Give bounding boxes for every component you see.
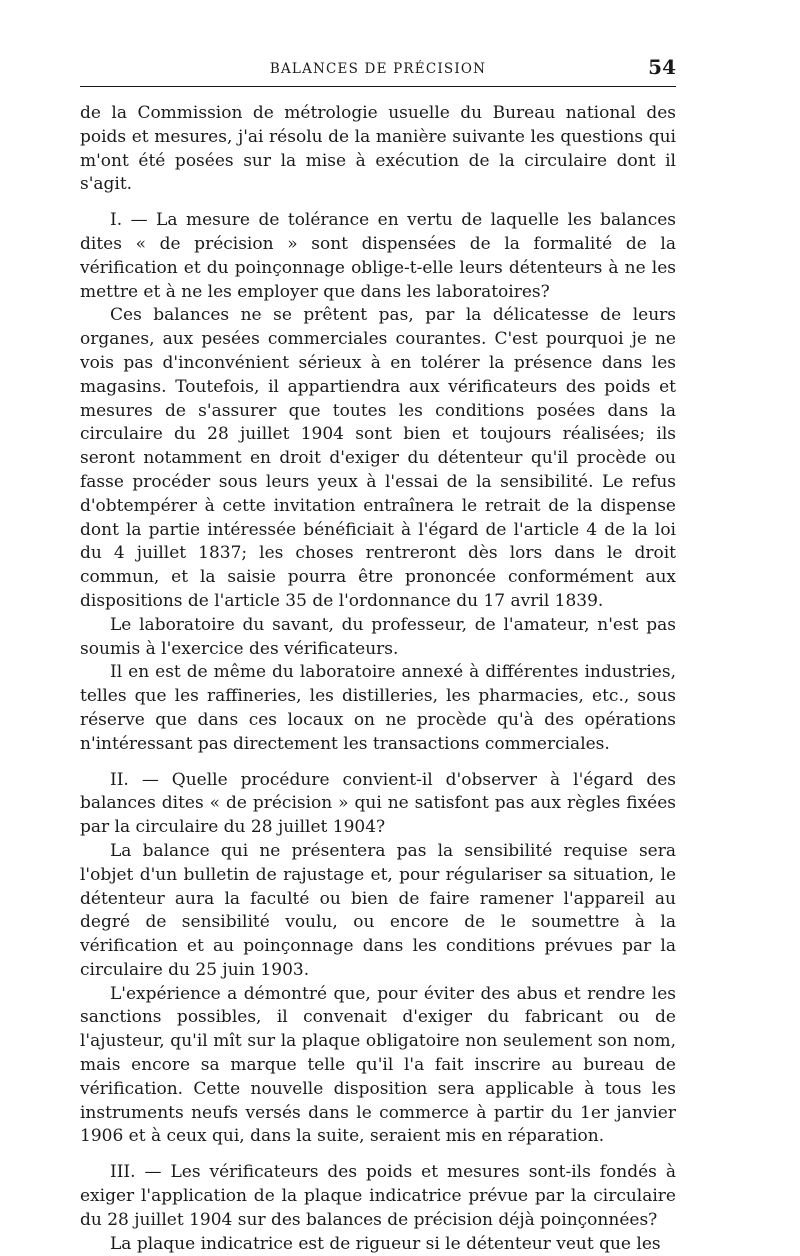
running-title: BALANCES DE PRÉCISION xyxy=(269,61,487,77)
question-one: I. — La mesure de tolérance en vertu de laquelle les balances dites « de précision » sont dispensées de la formalité de la vérification et du poinçonnage oblige-t-elle leurs détenteurs à ne les mettre et à ne les employer que dans les laboratoires? xyxy=(80,210,676,302)
paragraph-intro-continuation: de la Commission de métrologie usuelle du Bureau national des poids et mesures, j'ai résolu de la manière suivante les questions qui m'ont été posées sur la mise à exécution de la circulaire dont il s'agit. xyxy=(80,103,676,195)
page-number: 54 xyxy=(648,55,676,79)
question-two: II. — Quelle procédure convient-il d'observer à l'égard des balances dites « de précision » qui ne satisfont pas aux règles fixées par la circulaire du 28 juillet 1904? xyxy=(80,769,676,838)
answer-two-paragraph-2: L'expérience a démontré que, pour éviter des abus et rendre les sanctions possibles, il convenait d'exiger du fabricant ou de l'ajusteur, qu'il mît sur la plaque obligatoire non seulement son nom, mais encore sa marque telle qu'il l'a fait inscrire au bureau de vérification. Cette nouvelle disposition sera applicable à tous les instruments neufs versés dans le commerce à partir du 1er janvier 1906 et à ceux qui, dans la suite, seraient mis en réparation. xyxy=(80,983,676,1147)
answer-two-paragraph-1: La balance qui ne présentera pas la sensibilité requise sera l'objet d'un bulletin de rajustage et, pour régulariser sa situation, le détenteur aura la faculté ou bien de faire ramener l'appareil au degré de sensibilité voulu, ou encore de le soumettre à la vérification et au poinçonnage dans les conditions prévues par la circulaire du 25 juin 1903. xyxy=(80,840,676,980)
body-text xyxy=(80,102,676,1256)
answer-one-paragraph-2: Le laboratoire du savant, du professeur, de l'amateur, n'est pas soumis à l'exercice des vérificateurs. xyxy=(80,614,676,659)
question-three: III. — Les vérificateurs des poids et mesures sont-ils fondés à exiger l'application de la plaque indicatrice prévue par la circulaire du 28 juillet 1904 sur des balances de précision déjà poinçonnées? xyxy=(80,1162,676,1230)
running-header xyxy=(80,54,676,87)
answer-three-start: La plaque indicatrice est de rigueur si le détenteur veut que les xyxy=(110,1233,661,1254)
answer-one-paragraph-1: Ces balances ne se prêtent pas, par la délicatesse de leurs organes, aux pesées commerciales courantes. C'est pourquoi je ne vois pas d'inconvénient sérieux à en tolérer la présence dans les magasins. Toutefois, il appartiendra aux vérificateurs des poids et mesures de s'assurer que toutes les conditions posées dans la circulaire du 28 juillet 1904 sont bien et toujours réalisées; ils seront notamment en droit d'exiger du détenteur qu'il procède ou fasse procéder sous leurs yeux à l'essai de la sensibilité. Le refus d'obtempérer à cette invitation entraînera le retrait de la dispense dont la partie intéressée bénéficiait à l'égard de l'article 4 de la loi du 4 juillet 1837; les choses rentreront dès lors dans le droit commun, et la saisie pourra être prononcée conformément aux dispositions de l'article 35 de l'ordonnance du 17 avril 1839. xyxy=(80,305,676,611)
answer-one-paragraph-3: Il en est de même du laboratoire annexé à différentes industries, telles que les raffineries, les distilleries, les pharmacies, etc., sous réserve que dans ces locaux on ne procède qu'à des opérations n'intéressant pas directement les transactions commerciales. xyxy=(80,662,676,754)
